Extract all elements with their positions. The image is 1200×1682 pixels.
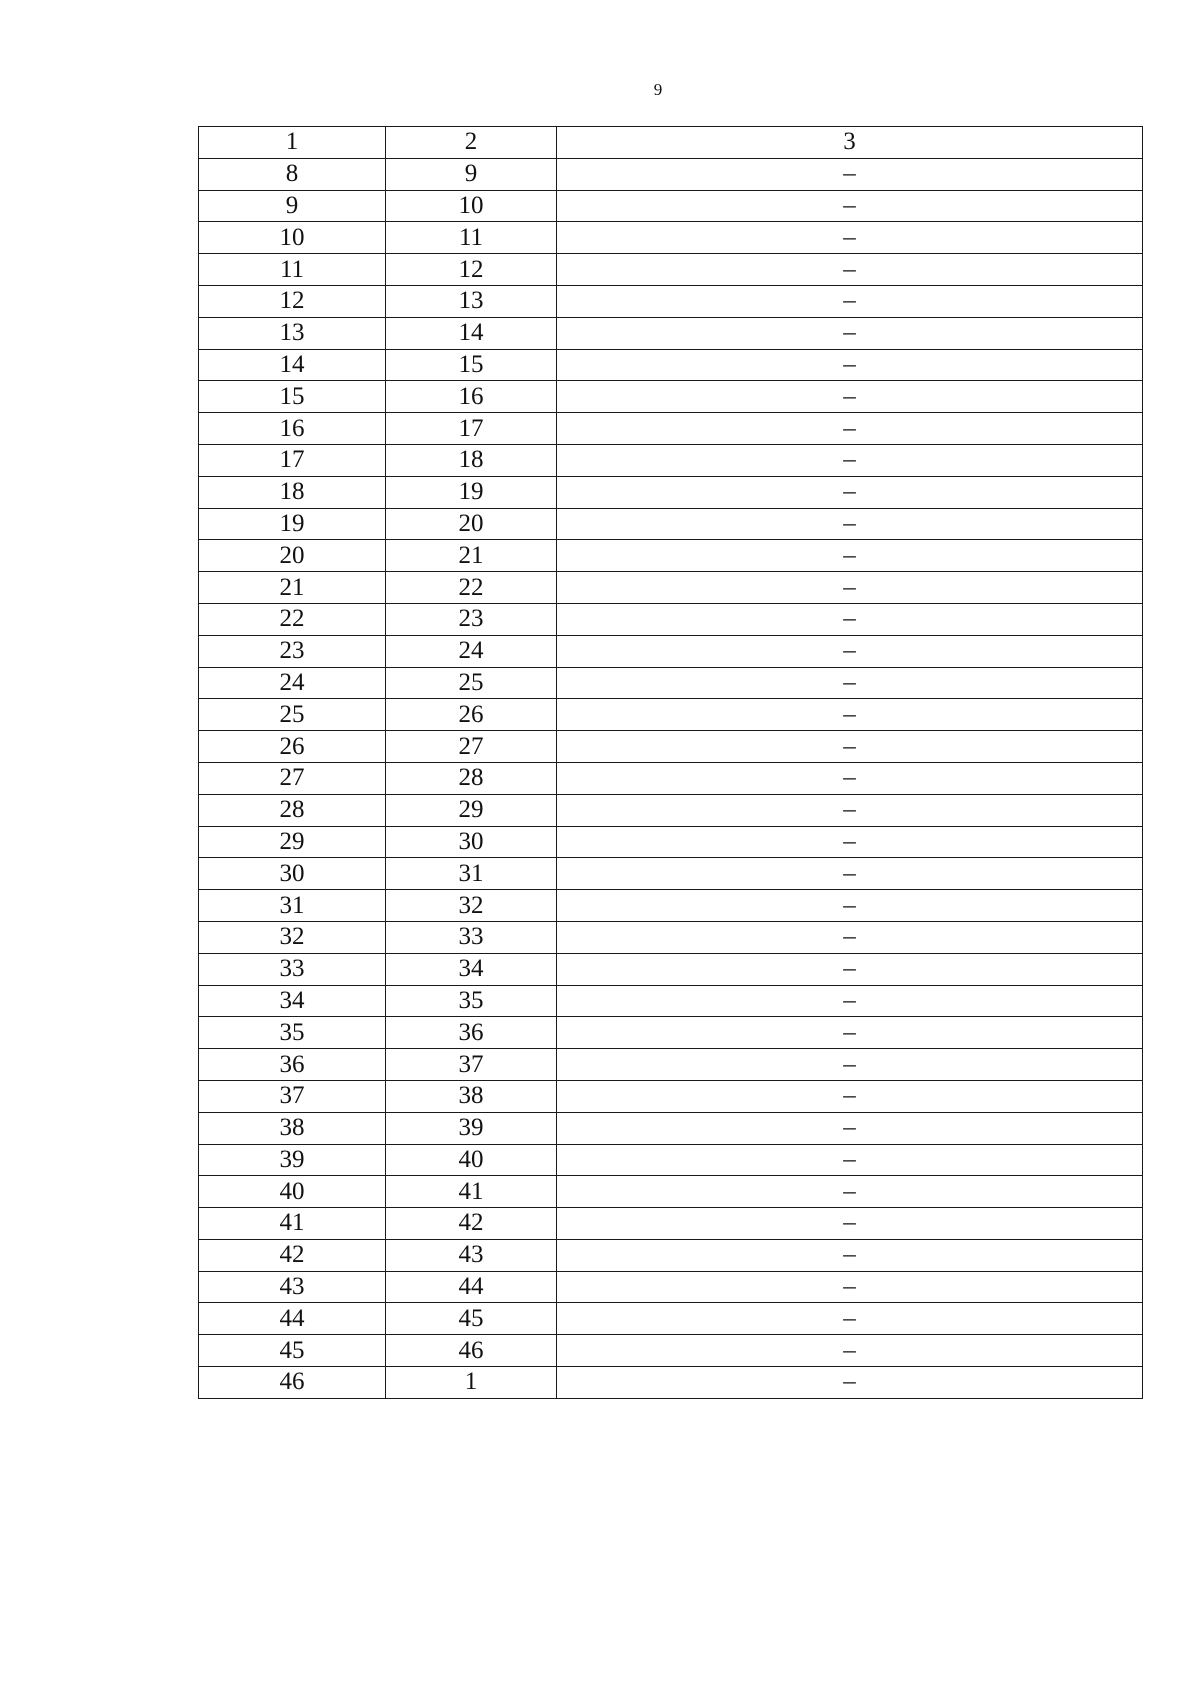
table-cell-col-2: 15 xyxy=(386,349,557,381)
table-cell-col-3: – xyxy=(557,794,1143,826)
table-cell-col-3: – xyxy=(557,254,1143,286)
table-cell-col-2: 1 xyxy=(386,1367,557,1399)
table-cell-col-1: 39 xyxy=(199,1144,386,1176)
table-cell-col-3: – xyxy=(557,858,1143,890)
table-row xyxy=(199,1144,1143,1176)
table-cell-col-2: 19 xyxy=(386,476,557,508)
table-cell-col-1: 30 xyxy=(199,858,386,890)
table-cell-col-1: 43 xyxy=(199,1271,386,1303)
table-row xyxy=(199,285,1143,317)
table-cell-col-2: 44 xyxy=(386,1271,557,1303)
table-cell-col-3: – xyxy=(557,1112,1143,1144)
table-cell-col-1: 11 xyxy=(199,254,386,286)
table-cell-col-2: 39 xyxy=(386,1112,557,1144)
table-cell-col-1: 19 xyxy=(199,508,386,540)
table-cell-col-3: – xyxy=(557,1017,1143,1049)
table-cell-col-3: – xyxy=(557,381,1143,413)
table-row xyxy=(199,603,1143,635)
table-cell-col-2: 14 xyxy=(386,317,557,349)
table-cell-col-3: – xyxy=(557,985,1143,1017)
table-cell-col-1: 35 xyxy=(199,1017,386,1049)
table-cell-col-1: 38 xyxy=(199,1112,386,1144)
table-cell-col-2: 21 xyxy=(386,540,557,572)
table-cell-col-2: 25 xyxy=(386,667,557,699)
table-cell-col-1: 34 xyxy=(199,985,386,1017)
table-cell-col-2: 16 xyxy=(386,381,557,413)
table-cell-col-3: – xyxy=(557,444,1143,476)
table-cell-col-1: 23 xyxy=(199,635,386,667)
table-cell-col-1: 24 xyxy=(199,667,386,699)
table-cell-col-3: – xyxy=(557,1144,1143,1176)
table-row xyxy=(199,921,1143,953)
table-cell-col-2: 38 xyxy=(386,1080,557,1112)
table-cell-col-2: 22 xyxy=(386,572,557,604)
table-row xyxy=(199,762,1143,794)
table-cell-col-3: – xyxy=(557,826,1143,858)
table-cell-col-3: – xyxy=(557,1367,1143,1399)
table-body xyxy=(199,127,1143,1399)
table-cell-col-2: 28 xyxy=(386,762,557,794)
table-row xyxy=(199,699,1143,731)
table-row xyxy=(199,985,1143,1017)
table-cell-col-3: – xyxy=(557,476,1143,508)
table-cell-col-3: – xyxy=(557,1303,1143,1335)
table-cell-col-2: 24 xyxy=(386,635,557,667)
table-row xyxy=(199,254,1143,286)
table-cell-col-2: 45 xyxy=(386,1303,557,1335)
table-cell-col-1: 37 xyxy=(199,1080,386,1112)
table-cell-col-3: – xyxy=(557,1239,1143,1271)
table-row xyxy=(199,317,1143,349)
table-cell-col-3: – xyxy=(557,1080,1143,1112)
table-cell-col-2: 34 xyxy=(386,953,557,985)
table-cell-col-2: 20 xyxy=(386,508,557,540)
table-cell-col-1: 10 xyxy=(199,222,386,254)
table-cell-col-3: – xyxy=(557,1049,1143,1081)
table-cell-col-1: 33 xyxy=(199,953,386,985)
table-row xyxy=(199,444,1143,476)
table-cell-col-1: 12 xyxy=(199,285,386,317)
table-cell-col-2: 18 xyxy=(386,444,557,476)
table-cell-col-1: 16 xyxy=(199,413,386,445)
table-row xyxy=(199,1303,1143,1335)
table-row xyxy=(199,1049,1143,1081)
table-cell-col-2: 30 xyxy=(386,826,557,858)
table-cell-col-3: – xyxy=(557,762,1143,794)
page-number: 9 xyxy=(653,80,663,99)
table-row xyxy=(199,1239,1143,1271)
table-cell-col-2: 12 xyxy=(386,254,557,286)
table-row xyxy=(199,890,1143,922)
table-cell-col-3: – xyxy=(557,603,1143,635)
table-cell-col-3: – xyxy=(557,158,1143,190)
table-cell-col-2: 31 xyxy=(386,858,557,890)
table-row xyxy=(199,349,1143,381)
header-cell-col-2: 2 xyxy=(386,127,557,159)
table-cell-col-2: 35 xyxy=(386,985,557,1017)
table-cell-col-2: 26 xyxy=(386,699,557,731)
table-cell-col-1: 17 xyxy=(199,444,386,476)
table-cell-col-2: 27 xyxy=(386,731,557,763)
table-cell-col-2: 42 xyxy=(386,1208,557,1240)
table-row xyxy=(199,1080,1143,1112)
table-cell-col-1: 21 xyxy=(199,572,386,604)
table-cell-col-1: 18 xyxy=(199,476,386,508)
table-row xyxy=(199,1112,1143,1144)
table-cell-col-3: – xyxy=(557,1176,1143,1208)
table-cell-col-1: 15 xyxy=(199,381,386,413)
table-cell-col-3: – xyxy=(557,1271,1143,1303)
table-cell-col-1: 41 xyxy=(199,1208,386,1240)
table-row xyxy=(199,381,1143,413)
table-cell-col-2: 23 xyxy=(386,603,557,635)
table-cell-col-3: – xyxy=(557,953,1143,985)
data-table xyxy=(198,126,1143,1399)
table-cell-col-2: 33 xyxy=(386,921,557,953)
table-cell-col-1: 45 xyxy=(199,1335,386,1367)
table-cell-col-1: 28 xyxy=(199,794,386,826)
table-cell-col-2: 10 xyxy=(386,190,557,222)
table-cell-col-2: 13 xyxy=(386,285,557,317)
table-cell-col-2: 32 xyxy=(386,890,557,922)
table-row xyxy=(199,540,1143,572)
table-cell-col-3: – xyxy=(557,699,1143,731)
table-cell-col-1: 44 xyxy=(199,1303,386,1335)
table-cell-col-3: – xyxy=(557,508,1143,540)
table-row xyxy=(199,858,1143,890)
table-row xyxy=(199,794,1143,826)
table-row xyxy=(199,413,1143,445)
table-cell-col-1: 9 xyxy=(199,190,386,222)
table-cell-col-2: 46 xyxy=(386,1335,557,1367)
table-cell-col-1: 29 xyxy=(199,826,386,858)
table-cell-col-1: 32 xyxy=(199,921,386,953)
table-cell-col-1: 36 xyxy=(199,1049,386,1081)
table-cell-col-3: – xyxy=(557,190,1143,222)
table-cell-col-1: 42 xyxy=(199,1239,386,1271)
table-cell-col-3: – xyxy=(557,413,1143,445)
table-cell-col-1: 27 xyxy=(199,762,386,794)
table-cell-col-1: 22 xyxy=(199,603,386,635)
table-row xyxy=(199,953,1143,985)
table-cell-col-2: 11 xyxy=(386,222,557,254)
table-cell-col-2: 37 xyxy=(386,1049,557,1081)
table-cell-col-3: – xyxy=(557,349,1143,381)
table-cell-col-2: 17 xyxy=(386,413,557,445)
table-cell-col-1: 20 xyxy=(199,540,386,572)
table-cell-col-3: – xyxy=(557,1335,1143,1367)
table-cell-col-1: 40 xyxy=(199,1176,386,1208)
table-cell-col-1: 25 xyxy=(199,699,386,731)
table-row xyxy=(199,572,1143,604)
table-cell-col-1: 14 xyxy=(199,349,386,381)
table-cell-col-2: 29 xyxy=(386,794,557,826)
table-row xyxy=(199,158,1143,190)
table-row xyxy=(199,476,1143,508)
table-header-row xyxy=(199,127,1143,159)
table-row xyxy=(199,1367,1143,1399)
table-row xyxy=(199,222,1143,254)
table-cell-col-2: 40 xyxy=(386,1144,557,1176)
table-row xyxy=(199,1335,1143,1367)
table-cell-col-1: 31 xyxy=(199,890,386,922)
table-row xyxy=(199,635,1143,667)
table-row xyxy=(199,1208,1143,1240)
header-cell-col-1: 1 xyxy=(199,127,386,159)
table-cell-col-3: – xyxy=(557,317,1143,349)
table-row xyxy=(199,508,1143,540)
table-cell-col-3: – xyxy=(557,731,1143,763)
table-cell-col-3: – xyxy=(557,285,1143,317)
table-row xyxy=(199,190,1143,222)
table-cell-col-2: 43 xyxy=(386,1239,557,1271)
table-cell-col-3: – xyxy=(557,667,1143,699)
table-row xyxy=(199,667,1143,699)
table-cell-col-3: – xyxy=(557,921,1143,953)
table-cell-col-1: 13 xyxy=(199,317,386,349)
table-cell-col-1: 8 xyxy=(199,158,386,190)
table-cell-col-1: 46 xyxy=(199,1367,386,1399)
table-row xyxy=(199,1271,1143,1303)
table-cell-col-3: – xyxy=(557,572,1143,604)
table-cell-col-3: – xyxy=(557,1208,1143,1240)
table-cell-col-3: – xyxy=(557,635,1143,667)
table-row xyxy=(199,731,1143,763)
table-cell-col-3: – xyxy=(557,222,1143,254)
table-cell-col-1: 26 xyxy=(199,731,386,763)
table-cell-col-2: 36 xyxy=(386,1017,557,1049)
table-cell-col-2: 41 xyxy=(386,1176,557,1208)
table-row xyxy=(199,1017,1143,1049)
table-cell-col-3: – xyxy=(557,540,1143,572)
table-cell-col-2: 9 xyxy=(386,158,557,190)
table-row xyxy=(199,826,1143,858)
table-row xyxy=(199,1176,1143,1208)
table-cell-col-3: – xyxy=(557,890,1143,922)
header-cell-col-3: 3 xyxy=(557,127,1143,159)
